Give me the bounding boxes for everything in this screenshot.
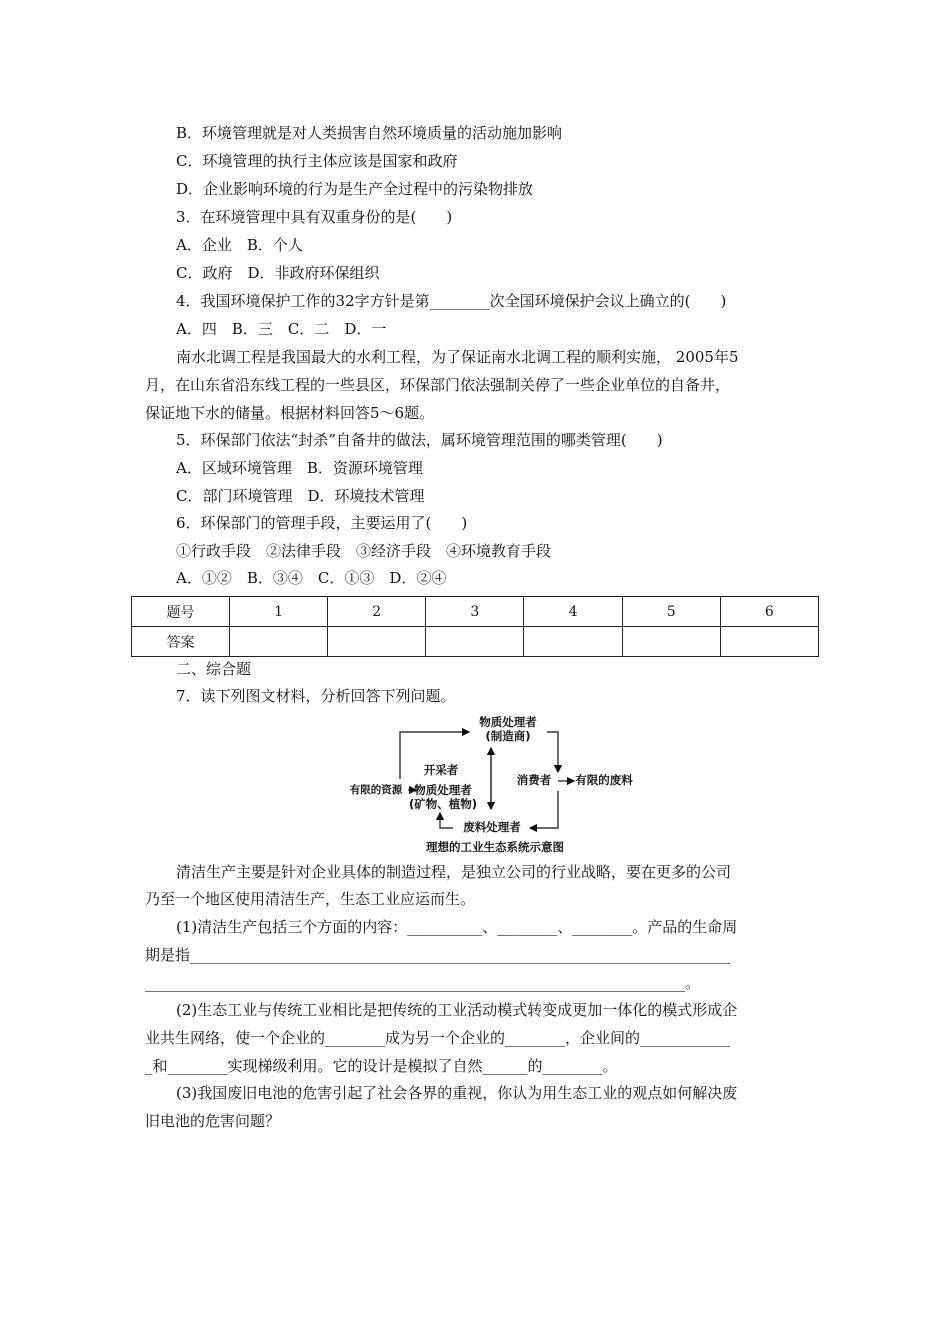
- table-cell-number: 3: [426, 597, 524, 627]
- question-5: 5．环保部门依法“封杀”自备井的做法，属环境管理范围的哪类管理( ): [176, 431, 663, 449]
- node-material-processor-manufacturer: 物质处理者: [479, 715, 537, 729]
- answer-cell-3[interactable]: [426, 627, 524, 657]
- table-row: [132, 597, 819, 627]
- options-4: A．四 B．三 C．二 D．一: [176, 320, 387, 338]
- subquestion-2-line-2: 业共生网络，使一个企业的________成为另一个企业的________，企业间的____________: [145, 1029, 731, 1047]
- subquestion-1-line-2: 期是指________________________________________________________________________: [145, 946, 731, 964]
- table-row: [132, 627, 819, 657]
- question-7: 7．读下列图文材料，分析回答下列问题。: [176, 687, 456, 705]
- node-manufacturer-label: (制造商): [485, 729, 531, 743]
- subquestion-2-line-3: _和________实现梯级利用。它的设计是模拟了自然______的________。: [145, 1057, 618, 1075]
- answer-cell-4[interactable]: [524, 627, 622, 657]
- question-6: 6．环保部门的管理手段，主要运用了( ): [176, 514, 468, 532]
- subquestion-3-line-1: (3)我国废旧电池的危害引起了社会各界的重视，你认为用生态工业的观点如何解决废: [176, 1084, 738, 1102]
- material-line-3: 保证地下水的储量。根据材料回答5～6题。: [145, 404, 435, 422]
- paragraph-line-2: 乃至一个地区使用清洁生产，生态工业应运而生。: [145, 890, 476, 908]
- subquestion-1-line-3: ________________________________________________________________________。: [145, 974, 701, 992]
- section-title: 二、综合题: [176, 660, 252, 678]
- paragraph-line-1: 清洁生产主要是针对企业具体的制造过程，是独立公司的行业战略，要在更多的公司: [176, 863, 732, 881]
- option-2d: D．企业影响环境的行为是生产全过程中的污染物排放: [176, 180, 534, 198]
- options-5ab: A．区域环境管理 B．资源环境管理: [176, 459, 423, 477]
- table-cell-number: 4: [524, 597, 622, 627]
- node-limited-waste: 有限的废料: [575, 773, 633, 787]
- answer-cell-6[interactable]: [720, 627, 818, 657]
- table-header-answer: 答案: [132, 627, 230, 657]
- diagram-caption: 理想的工业生态系统示意图: [426, 840, 564, 854]
- node-miner: 开采者: [423, 763, 459, 777]
- node-limited-resource: 有限的资源: [349, 784, 403, 796]
- question-4: 4．我国环境保护工作的32字方针是第________次全国环境保护会议上确立的( ): [176, 292, 727, 310]
- industrial-ecosystem-diagram: [340, 713, 650, 855]
- subquestion-3-line-2: 旧电池的危害问题？: [145, 1112, 281, 1130]
- answer-cell-1[interactable]: [230, 627, 328, 657]
- answer-cell-2[interactable]: [328, 627, 426, 657]
- table-cell-number: 6: [720, 597, 818, 627]
- node-waste-processor: 废料处理者: [463, 820, 521, 834]
- node-raw-label: (矿物、植物): [408, 797, 478, 811]
- subquestion-2-line-1: (2)生态工业与传统工业相比是把传统的工业活动模式转变成更加一体化的模式形成企: [176, 1001, 738, 1019]
- material-line-1: 南水北调工程是我国最大的水利工程，为了保证南水北调工程的顺利实施， 2005年5: [176, 348, 739, 366]
- material-line-2: 月，在山东省沿东线工程的一些县区，环保部门依法强制关停了一些企业单位的自备井，: [145, 376, 731, 394]
- options-3cd: C．政府 D．非政府环保组织: [176, 264, 380, 282]
- table-header-number: 题号: [132, 597, 230, 627]
- table-cell-number: 1: [230, 597, 328, 627]
- options-6: A．①② B．③④ C．①③ D．②④: [176, 569, 447, 587]
- options-5cd: C．部门环境管理 D．环境技术管理: [176, 487, 425, 505]
- node-material-processor-raw: 物质处理者: [414, 783, 472, 797]
- question-6-items: ①行政手段 ②法律手段 ③经济手段 ④环境教育手段: [176, 542, 552, 560]
- answer-table: [131, 596, 819, 657]
- question-3: 3．在环境管理中具有双重身份的是( ): [176, 208, 453, 226]
- option-2c: C．环境管理的执行主体应该是国家和政府: [176, 152, 458, 170]
- table-cell-number: 2: [328, 597, 426, 627]
- answer-cell-5[interactable]: [622, 627, 720, 657]
- subquestion-1-line-1: (1)清洁生产包括三个方面的内容：__________、________、________。产品的生命周: [176, 918, 738, 936]
- table-cell-number: 5: [622, 597, 720, 627]
- options-3ab: A．企业 B．个人: [176, 236, 303, 254]
- option-2b: B．环境管理就是对人类损害自然环境质量的活动施加影响: [176, 124, 563, 142]
- node-consumer: 消费者: [516, 773, 552, 787]
